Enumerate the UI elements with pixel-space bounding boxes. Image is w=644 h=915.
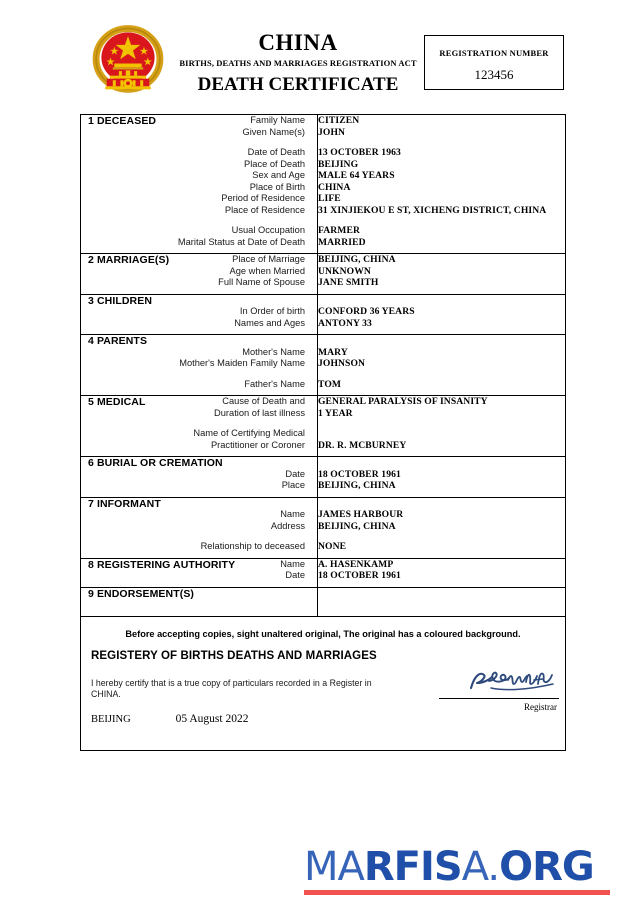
field-label: Names and Ages	[234, 317, 305, 328]
field-value: BEIJING, CHINA	[318, 254, 396, 265]
field-label: Mother's Name	[242, 346, 305, 357]
registry-office-name: REGISTERY OF BIRTHS DEATHS AND MARRIAGES	[91, 649, 377, 662]
field-value: BEIJING, CHINA	[318, 480, 396, 491]
field-row	[81, 469, 565, 481]
field-value: CITIZEN	[318, 115, 360, 126]
field-value-line1	[318, 428, 321, 439]
field-label: Marital Status at Date of Death	[177, 236, 305, 247]
field-value: BEIJING, CHINA	[318, 520, 396, 532]
field-label: Address	[270, 520, 305, 531]
field-row	[81, 237, 565, 249]
field-label: Family Name	[250, 115, 305, 125]
field-value: 18 OCTOBER 1961	[318, 570, 401, 581]
china-national-emblem-icon	[90, 22, 166, 102]
section-informant	[81, 498, 565, 559]
field-label: Relationship to deceased	[200, 541, 305, 551]
certificate-header	[80, 18, 566, 110]
registrar-caption: Registrar	[524, 701, 557, 712]
section-deceased	[81, 115, 565, 254]
field-value: FARMER	[318, 225, 360, 236]
field-value: A. HASENKAMP	[318, 558, 394, 570]
section-children	[81, 295, 565, 336]
section-burial-or-cremation	[81, 457, 565, 498]
field-row	[81, 205, 565, 217]
registrar-signature-icon	[439, 668, 559, 696]
section-medical	[81, 396, 565, 457]
certification-text: I hereby certify that is a true copy of particulars recorded in a Register in CHINA.	[91, 677, 372, 699]
field-row	[81, 480, 565, 492]
field-label: Period of Residence	[221, 193, 305, 203]
section-rows	[81, 396, 565, 456]
certification-block	[81, 662, 565, 750]
field-row	[81, 570, 565, 582]
field-value-line1: GENERAL PARALYSIS OF INSANITY	[318, 396, 488, 407]
field-label: Full Name of Spouse	[218, 277, 305, 287]
field-value: MARRIED	[318, 236, 366, 248]
field-value: JOHNSON	[318, 358, 366, 369]
place-and-date-line	[91, 713, 555, 725]
field-label: Place of Marriage	[232, 254, 305, 264]
field-value: JAMES HARBOUR	[318, 509, 404, 520]
signature-area	[439, 668, 559, 712]
field-value: CONFORD 36 YEARS	[318, 306, 415, 317]
field-value: MARY	[318, 346, 348, 358]
field-value-line2: DR. R. MCBURNEY	[318, 439, 407, 451]
section-heading: 9 ENDORSEMENT(S)	[88, 587, 195, 600]
field-row	[81, 347, 565, 359]
field-label: Place of Death	[244, 158, 305, 169]
watermark-underline	[304, 890, 610, 895]
title-block	[176, 18, 420, 97]
document-type-title: DEATH CERTIFICATE	[197, 74, 399, 95]
field-value: MALE 64 YEARS	[318, 170, 395, 181]
section-heading: 2 MARRIAGE(S)	[88, 254, 170, 266]
field-value-line2: 1 YEAR	[318, 407, 353, 419]
field-row	[81, 318, 565, 330]
registration-number-box	[424, 35, 564, 90]
field-value: BEIJING	[318, 158, 359, 170]
field-row	[81, 541, 565, 553]
field-value: 18 OCTOBER 1961	[318, 468, 401, 480]
certificate-footer-panel	[81, 617, 565, 750]
field-row	[81, 159, 565, 171]
watermark-text	[304, 845, 614, 889]
field-label-line2: Practitioner or Coroner	[210, 439, 305, 450]
section-rows	[81, 115, 565, 253]
section-rows	[81, 335, 565, 395]
field-row	[81, 521, 565, 533]
field-label: Name	[280, 509, 305, 519]
marfisa-watermark	[304, 845, 614, 895]
section-heading: 4 PARENTS	[88, 335, 148, 347]
field-label: Place	[281, 480, 305, 490]
field-label: In Order of birth	[239, 306, 305, 316]
field-row	[81, 182, 565, 194]
field-row	[81, 379, 565, 391]
field-row	[81, 170, 565, 182]
field-row	[81, 147, 565, 159]
field-value: UNKNOWN	[318, 265, 371, 277]
section-heading: 8 REGISTERING AUTHORITY	[88, 558, 236, 571]
field-row	[81, 127, 565, 139]
field-label: Usual Occupation	[231, 225, 305, 235]
section-rows	[81, 295, 565, 335]
field-label-line2: Duration of last illness	[214, 407, 305, 418]
field-value: ANTONY 33	[318, 317, 372, 329]
field-row	[81, 277, 565, 289]
field-row	[81, 358, 565, 370]
field-label-line1: Name of Certifying Medical	[193, 428, 305, 438]
issue-date: 05 August 2022	[175, 712, 249, 725]
section-heading: 3 CHILDREN	[88, 294, 153, 307]
registration-number-label: REGISTRATION NUMBER	[439, 48, 549, 58]
section-heading: 5 MEDICAL	[88, 396, 146, 408]
section-registering-authority	[81, 559, 565, 588]
field-row	[81, 306, 565, 318]
field-label: Mother's Maiden Family Name	[179, 358, 305, 368]
field-value: CHINA	[318, 181, 351, 193]
field-value: JOHN	[318, 126, 346, 138]
field-row	[81, 225, 565, 237]
field-label	[81, 428, 311, 451]
field-row	[81, 266, 565, 278]
section-heading: 1 DECEASED	[88, 115, 157, 127]
field-label: Father's Name	[244, 378, 305, 389]
field-label-line1: Cause of Death and	[222, 396, 305, 406]
watermark-part-1: MA	[304, 844, 364, 890]
act-subtitle: BIRTHS, DEATHS AND MARRIAGES REGISTRATION ACT	[179, 58, 417, 68]
certificate-body	[80, 114, 566, 751]
field-row	[81, 509, 565, 521]
copy-notice: Before accepting copies, sight unaltered original, The original has a coloured background.	[125, 628, 521, 639]
field-row	[81, 193, 565, 205]
section-marriages	[81, 254, 565, 295]
field-label: Place of Residence	[224, 204, 305, 215]
field-row	[81, 428, 565, 451]
field-label: Name	[280, 558, 305, 569]
section-heading: 7 INFORMANT	[88, 497, 161, 510]
field-label: Date	[285, 468, 305, 479]
field-value	[311, 428, 406, 451]
registration-number-value: 123456	[474, 67, 514, 82]
section-parents	[81, 335, 565, 396]
field-value: LIFE	[318, 193, 341, 204]
watermark-part-3: A.	[461, 844, 500, 890]
field-label: Place of Birth	[249, 181, 305, 192]
field-value: 13 OCTOBER 1963	[318, 147, 401, 158]
section-heading: 6 BURIAL OR CREMATION	[88, 457, 223, 469]
field-label: Sex and Age	[252, 170, 305, 180]
field-value: JANE SMITH	[318, 277, 379, 288]
page-title: CHINA	[258, 30, 338, 55]
field-label: Date of Death	[247, 147, 305, 157]
watermark-part-4: ORG	[499, 844, 594, 890]
field-label: Date	[285, 570, 305, 580]
field-value: TOM	[318, 378, 342, 390]
issue-place: BEIJING	[91, 713, 131, 725]
section-endorsements	[81, 588, 565, 617]
field-row	[81, 396, 565, 419]
field-label: Age when Married	[229, 265, 305, 276]
watermark-part-2: RFIS	[363, 844, 462, 890]
field-value	[311, 396, 488, 419]
field-value: 31 XINJIEKOU E ST, XICHENG DISTRICT, CHINA	[318, 204, 547, 216]
field-value: NONE	[318, 541, 347, 552]
field-label: Given Name(s)	[242, 126, 305, 137]
